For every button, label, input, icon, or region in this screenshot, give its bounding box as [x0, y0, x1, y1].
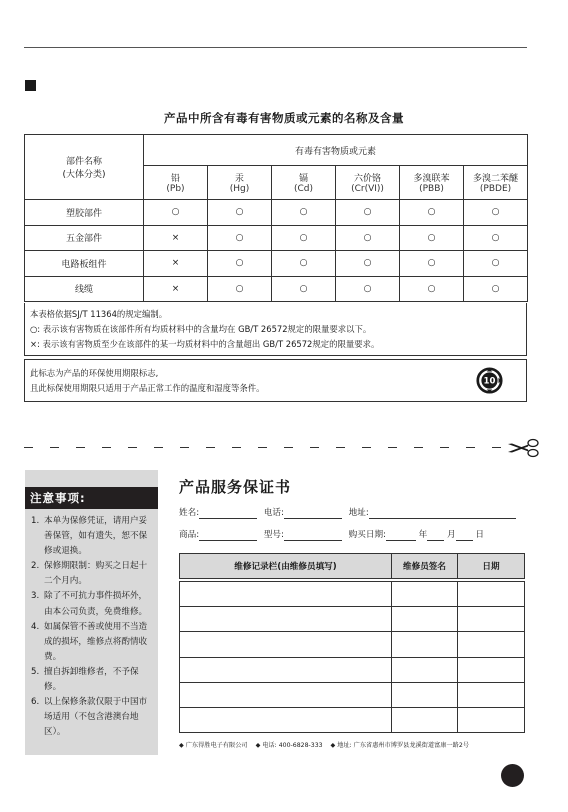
- substance-mark-cell: ○: [272, 200, 336, 226]
- notice-item: [31, 665, 155, 695]
- substance-header-cell: [144, 166, 208, 200]
- hazard-table-row: [25, 200, 528, 226]
- substance-mark-cell: ○: [272, 276, 336, 302]
- day-unit: 日: [475, 530, 484, 540]
- substance-header-cell: [208, 166, 272, 200]
- month-unit: 月: [447, 530, 456, 540]
- notice-item: [31, 514, 155, 559]
- substance-mark-cell: ○: [400, 251, 464, 277]
- substance-mark-cell: ○: [272, 225, 336, 251]
- substance-header-cell: [464, 166, 528, 200]
- part-name-header: [25, 135, 144, 200]
- product-label: 商品:: [179, 530, 200, 540]
- footer-contact: [179, 740, 524, 749]
- notice-item-text: 擅自拆卸维修者，不予保修。: [44, 666, 139, 693]
- repair-record-cell[interactable]: [180, 682, 392, 707]
- substance-mark-cell: ○: [336, 200, 400, 226]
- year-unit: 年: [418, 530, 428, 540]
- repair-date-cell[interactable]: [458, 707, 525, 732]
- repair-date-cell[interactable]: [458, 657, 525, 682]
- customer-info-line: [179, 507, 516, 521]
- cut-line: [24, 447, 504, 448]
- substance-header-cell: [400, 166, 464, 200]
- substance-mark-cell: ×: [144, 276, 208, 302]
- notice-item-number: 6.: [31, 697, 40, 708]
- repair-record-cell[interactable]: [180, 707, 392, 732]
- repair-record-cell[interactable]: [180, 582, 392, 607]
- notice-panel: [25, 470, 158, 755]
- hazard-table-body: [25, 200, 528, 302]
- substance-symbol: (Cr(VI)): [351, 184, 384, 194]
- model-label: 型号:: [263, 530, 284, 540]
- substance-mark-cell: ○: [208, 225, 272, 251]
- substance-mark-cell: ○: [336, 225, 400, 251]
- technician-signature-cell[interactable]: [392, 707, 458, 732]
- repair-record-cell[interactable]: [180, 607, 392, 632]
- substance-mark-cell: ×: [144, 251, 208, 277]
- substance-symbol: (Pb): [166, 184, 185, 194]
- part-name-cell: 线缆: [25, 276, 144, 302]
- substance-mark-cell: ○: [144, 200, 208, 226]
- substance-mark-cell: ○: [208, 200, 272, 226]
- substance-mark-cell: ○: [464, 276, 528, 302]
- scissors-icon: [506, 438, 540, 458]
- hazard-substance-table: [24, 134, 528, 302]
- substance-header-cell: [272, 166, 336, 200]
- substance-name: 镉: [298, 174, 308, 184]
- substance-name: 多溴联苯: [413, 174, 450, 184]
- page-number-circle: [501, 764, 524, 787]
- notice-item-text: 如属保管不善或使用不当造成的损坏，维修点将酌情收费。: [44, 621, 148, 662]
- hazard-table-row: [25, 276, 528, 302]
- part-name-cell: 电路板组件: [25, 251, 144, 277]
- mark-text-line2: 且此标保使用期限只适用于产品正常工作的温度和湿度等条件。: [30, 383, 265, 393]
- product-info-line: [179, 529, 484, 543]
- top-divider: [24, 47, 527, 48]
- footer-company: ◆ 广东得胜电子有限公司: [179, 742, 248, 749]
- substance-mark-cell: ○: [208, 276, 272, 302]
- substance-mark-cell: ○: [400, 225, 464, 251]
- notice-item: [31, 695, 155, 740]
- hazard-table-row: [25, 225, 528, 251]
- notice-item-text: 以上保修条款仅限于中国市场适用（不包含港澳台地区）。: [44, 697, 148, 738]
- notice-item: [31, 620, 155, 665]
- name-field[interactable]: [199, 508, 257, 519]
- hazard-note: ×: 表示该有害物质至少在该部件的某一均质材料中的含量超出 GB/T 26572规定的限量要求。: [30, 339, 380, 349]
- phone-label: 电话:: [263, 508, 284, 518]
- part-name-header-line2: (大体分类): [62, 170, 106, 180]
- address-label: 地址:: [348, 508, 369, 518]
- substance-mark-cell: ×: [144, 225, 208, 251]
- substance-name: 多溴二苯醚: [473, 174, 519, 184]
- purchase-day-field[interactable]: [456, 530, 473, 541]
- notice-item-number: 2.: [31, 561, 40, 572]
- substance-mark-cell: ○: [400, 276, 464, 302]
- substance-symbol: (PBB): [419, 184, 444, 194]
- footer-address: ◆ 地址: 广东省惠州市博罗县龙溪街道富康一路2号: [330, 742, 469, 749]
- notice-item: [31, 589, 155, 619]
- notice-item-text: 保修期限制：购买之日起十二个月内。: [44, 561, 148, 587]
- substance-header-cell: [336, 166, 400, 200]
- hazard-note: 本表格依据SJ/T 11364的规定编制。: [30, 309, 168, 319]
- notice-item-number: 3.: [31, 591, 40, 602]
- hazard-table-row: [25, 251, 528, 277]
- mark-text-line1: 此标志为产品的环保使用期限标志,: [30, 368, 159, 378]
- environmental-mark-box: [24, 359, 527, 402]
- repair-record-table: [179, 553, 525, 733]
- hazard-note: ○: 表示该有害物质在该部件所有均质材料中的含量均在 GB/T 26572规定的限量要求以下。: [30, 324, 372, 334]
- substance-symbol: (PBDE): [479, 184, 512, 194]
- notice-item-number: 4.: [31, 621, 40, 632]
- substance-mark-cell: ○: [336, 276, 400, 302]
- repair-date-cell[interactable]: [458, 682, 525, 707]
- technician-signature-cell[interactable]: [392, 682, 458, 707]
- notice-item: [31, 559, 155, 589]
- substance-name: 汞: [234, 174, 244, 184]
- notice-list: [31, 514, 155, 740]
- notice-item-text: 本单为保修凭证，请用户妥善保管，如有遗失，恕不保修或退换。: [44, 516, 148, 557]
- repair-record-row: [180, 707, 525, 732]
- purchase-year-field[interactable]: [386, 530, 416, 541]
- repair-record-row: [180, 607, 525, 632]
- technician-signature-cell[interactable]: [392, 632, 458, 657]
- purchase-date-label: 购买日期:: [348, 530, 386, 540]
- repair-record-header: 维修记录栏(由维修员填写): [180, 554, 392, 579]
- name-label: 姓名:: [179, 508, 200, 518]
- part-name-cell: 五金部件: [25, 225, 144, 251]
- repair-record-row: [180, 632, 525, 657]
- substance-mark-cell: ○: [208, 251, 272, 277]
- technician-signature-cell[interactable]: [392, 607, 458, 632]
- address-field[interactable]: [369, 508, 516, 519]
- substance-mark-cell: ○: [336, 251, 400, 277]
- notice-item-number: 5.: [31, 666, 40, 677]
- repair-date-header: 日期: [458, 554, 525, 579]
- model-field[interactable]: [284, 530, 342, 541]
- notice-item-number: 1.: [31, 516, 40, 526]
- repair-record-row: [180, 582, 525, 607]
- repair-date-cell[interactable]: [458, 607, 525, 632]
- technician-signature-header: 维修员签名: [392, 554, 458, 579]
- part-name-header-line1: 部件名称: [65, 157, 102, 167]
- part-name-cell: 塑胶部件: [25, 200, 144, 226]
- section-marker-square: [25, 80, 36, 91]
- substance-symbol: (Cd): [293, 184, 314, 194]
- substance-mark-cell: ○: [464, 225, 528, 251]
- repair-record-body: [180, 582, 525, 733]
- epup-10-icon: [476, 367, 503, 394]
- substance-name: 六价铬: [353, 174, 381, 184]
- repair-record-cell[interactable]: [180, 657, 392, 682]
- purchase-month-field[interactable]: [427, 530, 444, 541]
- footer-phone: ◆ 电话: 400-6828-333: [255, 742, 323, 749]
- phone-field[interactable]: [284, 508, 342, 519]
- technician-signature-cell[interactable]: [392, 582, 458, 607]
- badge-number: 10: [483, 376, 496, 387]
- substance-mark-cell: ○: [464, 200, 528, 226]
- substance-symbol: (Hg): [229, 184, 250, 194]
- repair-record-row: [180, 682, 525, 707]
- warranty-card-title: 产品服务保证书: [179, 478, 292, 496]
- repair-date-cell[interactable]: [458, 632, 525, 657]
- substance-name: 铅: [170, 174, 180, 184]
- repair-record-cell[interactable]: [180, 632, 392, 657]
- substance-mark-cell: ○: [400, 200, 464, 226]
- repair-date-cell[interactable]: [458, 582, 525, 607]
- technician-signature-cell[interactable]: [392, 657, 458, 682]
- substance-mark-cell: ○: [272, 251, 336, 277]
- notice-title: 注意事项:: [25, 487, 158, 509]
- repair-record-row: [180, 657, 525, 682]
- product-field[interactable]: [199, 530, 257, 541]
- substance-mark-cell: ○: [464, 251, 528, 277]
- notice-item-text: 除了不可抗力事件损坏外，由本公司负责，免费维修。: [44, 591, 148, 617]
- hazard-notes: [24, 303, 527, 356]
- hazard-section-title: 产品中所含有毒有害物质或元素的名称及含量: [164, 111, 404, 125]
- substances-header: 有毒有害物质或元素: [144, 135, 528, 166]
